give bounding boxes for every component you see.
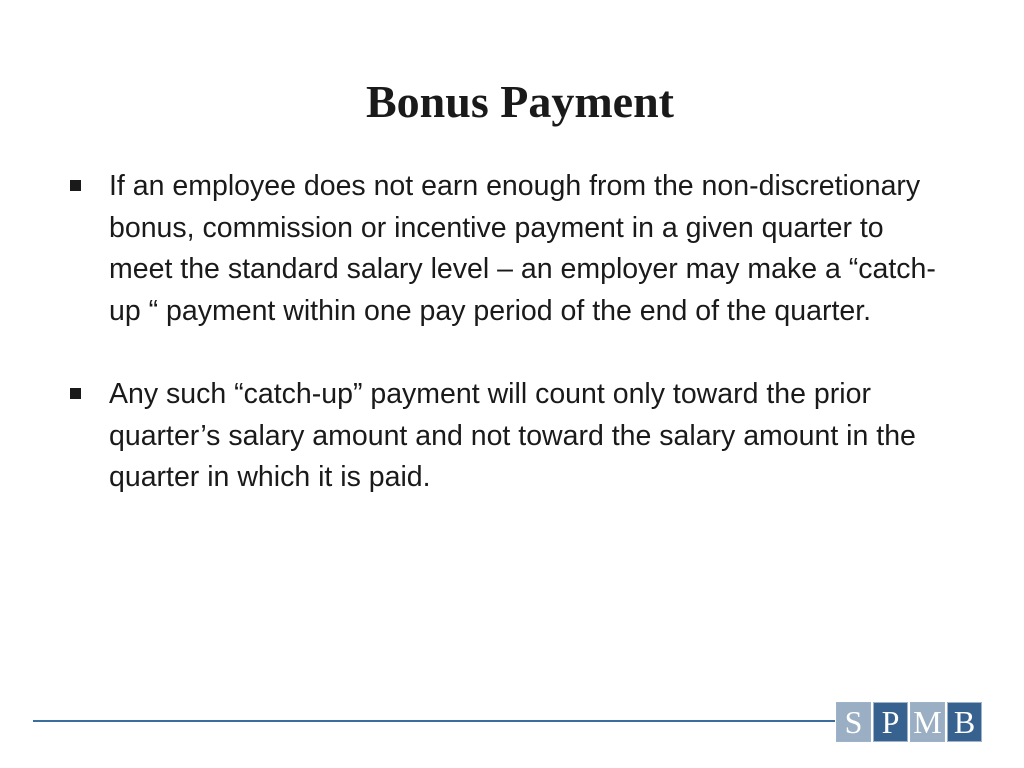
- square-bullet-icon: [70, 388, 81, 399]
- slide-title: Bonus Payment: [366, 76, 674, 127]
- logo-letter-m: M: [910, 702, 945, 742]
- footer-rule: [33, 720, 835, 722]
- bullet-text: If an employee does not earn enough from the non-discretionary bonus, commission or incentive payment in a given quarter to meet the standard salary level – an employer may make a “catch-up “ payment within one pay period of the end of the quarter.: [109, 170, 936, 327]
- logo-letter-p: P: [873, 702, 908, 742]
- bullet-item: [70, 374, 950, 499]
- logo-letter-s: S: [836, 702, 871, 742]
- bullet-item: [70, 166, 950, 332]
- square-bullet-icon: [70, 180, 81, 191]
- bullet-text: Any such “catch-up” payment will count only toward the prior quarter’s salary amount and not toward the salary amount in the quarter in which it is paid.: [109, 378, 916, 493]
- logo-letter-b: B: [947, 702, 982, 742]
- spmb-logo: [836, 702, 982, 742]
- bullet-list: [70, 166, 950, 541]
